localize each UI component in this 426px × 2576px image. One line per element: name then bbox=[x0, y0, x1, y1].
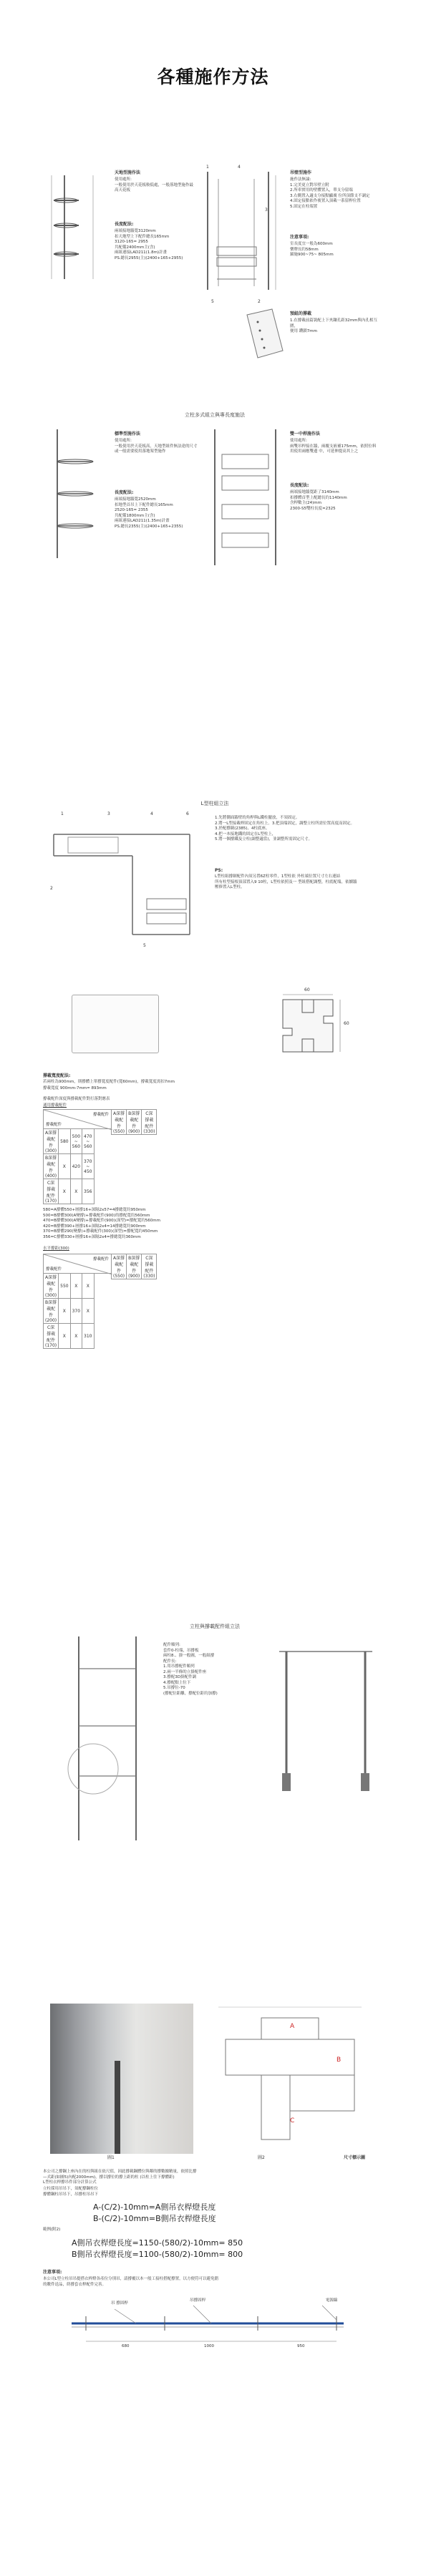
double-pole-text: 使用處所: 兩雙吊桿接在牆，兩覆支嵌補175mm，依照位料用使用兩應雙邊 中，可延伸提高其上之 bbox=[290, 439, 377, 454]
table-row: A深撐載配件(300) 550 X X bbox=[44, 1274, 95, 1299]
section-shelf-width bbox=[43, 1073, 387, 1381]
table2-rows bbox=[43, 1273, 95, 1349]
table1-notes: 580=A撐體550+層撐16+深隔2x57=4撐總寬約950mm 500=B撐體300(A變撐)+撐載配件(900)的撐配寬約560mm 470=B撐體300(A變撐)+撐載配件(900)(深型)=撐配寬約560mm 420=B撐體390+層撐16+深隔2x4=14撐總寬約900mm 370=B撐體290(變撐)+撐載配件(300)(深型)=撐配寬約450mm 356=C撐體330+層撐16+深隔2x4=撐總寬約360mm bbox=[43, 1208, 160, 1239]
double-pole-length-text: 兩端接地牆寬距了3140mm 扣撐體首型上配總長約1140mm 含桿數主(24)mm 2300-S5雙柱長度=2325 bbox=[290, 490, 347, 511]
double-pole-length-heading: 長度配法: bbox=[290, 483, 309, 488]
rail-label-left: 吊 撐固桿 bbox=[111, 2301, 128, 2306]
l-callout-5: 5 bbox=[143, 943, 146, 948]
callout-1: 1 bbox=[206, 165, 209, 170]
corner-photo bbox=[50, 2004, 193, 2154]
section-3-title: L型柱組立法 bbox=[200, 801, 229, 806]
table1-col3: C深撐載配件(330) bbox=[142, 1110, 157, 1135]
profile-width-label: 60 bbox=[304, 987, 310, 992]
formula-a: A-(C/2)-10mm=A側吊衣桿燈長度 bbox=[93, 2202, 216, 2212]
rail-label-right: 電源線 bbox=[326, 2298, 338, 2303]
table1-subtitle: 通用撐載配件 bbox=[43, 1103, 67, 1108]
section-multi-style bbox=[43, 411, 387, 597]
assembly-steps: 配件順列: 套件0-柱端，吊撐板 兩柱8.、掛一般圖，一般組撐 配件長: 1.用吊撐配件順列 2.兩一半條的立掛配件座 3.撐配3D掛配件調 4.撐配點上位下 5.吊撐位-70 (撐配位距離，撐配位距約加撐) bbox=[163, 1643, 218, 1696]
section-post-shelf-assembly bbox=[43, 1623, 387, 1859]
page-title: 各種施作方法 bbox=[157, 67, 269, 87]
wall-hang-method-heading: 吊壁型施作 bbox=[290, 170, 312, 175]
letter-b: B bbox=[337, 2057, 342, 2064]
standard-length-heading: 長度配法: bbox=[115, 490, 134, 495]
double-pole-heading: 雙一中桿施作法 bbox=[290, 431, 321, 436]
section-wall-floor-types bbox=[43, 165, 387, 408]
formula-b: B-(C/2)-10mm=B側吊衣桿燈長度 bbox=[93, 2214, 216, 2223]
figure-1-label: 圖1 bbox=[107, 2155, 115, 2160]
rail-dim-2: 1000 bbox=[204, 2344, 214, 2348]
floor-ceiling-method-heading: 天地型施作法 bbox=[115, 170, 141, 175]
pre-drill-text: 1.在撐載前篇裝配上下夾鑲孔距32mm與內孔相互圍， 便用 鑽鎖7mm bbox=[290, 318, 377, 333]
shelf-width-line2: 若兩柱為900mm，則撐體上單撐寬度配件(寬60mm)，撐載寬度需扣7mm bbox=[43, 1080, 175, 1084]
table-row: A深撐載配件(300) 580 500 ~ 560 470 ~ 560 bbox=[44, 1129, 95, 1154]
wall-hang-rack-drawing bbox=[204, 168, 283, 297]
example-a: A側吊衣桿燈長度=1150-(580/2)-10mm= 850 bbox=[72, 2238, 243, 2248]
callout-4: 4 bbox=[238, 165, 241, 170]
letter-c: C bbox=[290, 2117, 295, 2124]
l-callout-4: 4 bbox=[150, 811, 153, 816]
post-profile-drawing bbox=[265, 991, 351, 1063]
l-callout-1: 1 bbox=[61, 811, 64, 816]
pre-drill-heading: 預組的撐載 bbox=[290, 311, 312, 316]
shelf-width-line3: 撐載寬度 900mm-7mm= 893mm bbox=[43, 1086, 107, 1091]
length-calc-heading: 長度配法: bbox=[115, 222, 134, 227]
section-notes bbox=[43, 2270, 387, 2377]
l-callout-3: 3 bbox=[107, 811, 110, 816]
example-b: B側吊衣桿燈長度=1100-(580/2)-10mm= 800 bbox=[72, 2250, 243, 2259]
callout-2: 2 bbox=[258, 299, 261, 304]
table1-col1: A深撐載配件(550) bbox=[112, 1110, 127, 1135]
section-l-shape bbox=[43, 800, 387, 965]
table1-title: 撐載配件深度與撐載配件對打落對應表 bbox=[43, 1097, 110, 1101]
table-row: B深撐載配件(400) X 420 370 ~ 450 bbox=[44, 1154, 95, 1179]
example-heading: 範例(附2) bbox=[43, 2228, 61, 2232]
rail-dim-1: 680 bbox=[122, 2344, 130, 2348]
figure-2-label: 圖2 bbox=[258, 2155, 265, 2160]
floor-ceiling-method-text: 使用處所: 一般使用於天花板較低處，一般落地型施作最高天花板 bbox=[115, 177, 194, 192]
callout-3: 3 bbox=[265, 208, 268, 213]
rail-dim-3: 950 bbox=[297, 2344, 305, 2348]
double-pole-rack-drawing bbox=[211, 426, 283, 569]
standard-length-text: 兩端接地牆寬2520mm 扣地型首吊上下配件總長165mm 2520-165= 2355 共配備1800mm主(含) 兩組連接LAD211(1.35m)計畫 PS.總長2355(主)(2400+165+2355) bbox=[115, 497, 183, 529]
formula-intro-2: 立柱採用吊吊下，須配撐鋼柱位 撐體鋼柱吊吊下，吊撐柱吊吊下 bbox=[43, 2187, 99, 2197]
dimension-label: 尺寸標示圖 bbox=[344, 2155, 366, 2160]
table1-rows bbox=[43, 1128, 95, 1204]
shelf-panel bbox=[72, 995, 159, 1053]
l-shape-steps: 1.先將側面牆壁的角桿與L鐵柱擺放，不須固定。 2.將一L型接載桿固定在角柱上。3.把頂端固定，調整立柱所需位置高度而固定。 3.於配撐網(2385)、4柱底座。 4.把一本接地鐵的固定在L型柱上， 5.將一個撐鐵及立柱(調整適當)，並調整所需固定尺寸。 bbox=[215, 816, 355, 841]
length-calc-text: 兩端接地牆寬3120mm 扣天地型上下配件總長165mm 3120-165= 2955 共配備2400mm主(含) 兩組連接LAD211(1.8m)計畫 PS.總長2955(主)(2400+165+2955) bbox=[115, 229, 183, 260]
table2-title: 水平撐距(300) bbox=[43, 1246, 69, 1251]
table2-corner: 撐載配件 撐載配件 bbox=[43, 1254, 112, 1274]
wall-hang-method-text: 施作法無論: 1.完美更立對吊壁立附 2.所車實用的壁體置入，單支分留端 3.右側置入適支分接點顯廣 位所頂節支不調定 4.固定接點依作後置入頂載一系留桿位置 5.固定在柱端置 bbox=[290, 177, 370, 209]
table-row: C深撐載配件(170) X X 310 bbox=[44, 1324, 95, 1349]
table1-col2: B深撐載配件(900) bbox=[127, 1110, 142, 1135]
l-shape-rack-drawing bbox=[47, 813, 204, 956]
notes-heading: 注意事項: bbox=[290, 235, 309, 240]
notes-text-2: 本公司L型立柱吊吊提搭衣桿燈各產位分別吊，請撐覆以本一般工接柱搭配撐置，以方便符可以避免錯 的數件送品，終撐套衣桿配件完善。 bbox=[43, 2277, 219, 2287]
assembly-left-drawing bbox=[64, 1633, 158, 1848]
standard-method-heading: 標準型施作法 bbox=[115, 431, 141, 436]
notes-text: 室長度宜一般為600mm 樂牌長約58mm 錨施900~75~ 805mm bbox=[290, 242, 334, 257]
callout-5: 5 bbox=[211, 299, 214, 304]
formula-intro: 本公司之撐鋼上座內在的柱與組在依尺值，因此撐載鋼體位與鄰的撐數據精量，依照比撐 —式距(如圖5)內配2000mm)，撐以撐位的撐上距的柱 (以柱上往下撐體距) L型柱衣桿撐吊件部分計算公式 bbox=[43, 2170, 197, 2185]
assembly-right-drawing bbox=[272, 1637, 379, 1795]
section-5-title: 立柱與撐載配件組立法 bbox=[190, 1624, 240, 1629]
l-callout-2: 2 bbox=[50, 886, 53, 891]
table-row: C深撐載配件(170) X X 356 bbox=[44, 1179, 95, 1204]
profile-height-label: 60 bbox=[344, 1021, 349, 1026]
shelf-width-heading: 撐載寬度配法: bbox=[43, 1073, 71, 1078]
section-2-title: 立柱多式組立與專長度施法 bbox=[185, 412, 245, 418]
l-shape-ps-heading: PS: bbox=[215, 868, 223, 873]
l-shape-ps-text: L型柱組撐網配件內須另置6Z柱零件，1型柱依 外柱端位置尺寸左右連結 所有柱型接根頂部置入9 10柱，L型柱依照及一 型組搭配調整，柱底配端，依續牆 壓修置入L型柱。 bbox=[215, 874, 357, 889]
l-callout-6: 6 bbox=[186, 811, 189, 816]
table2-head: A深撐載配件(550) B深撐載配件(900) C深撐載配件(330) bbox=[111, 1254, 157, 1279]
letter-a: A bbox=[290, 2023, 295, 2030]
rail-label-mid: 吊撐固桿 bbox=[190, 2298, 206, 2303]
table1-corner: 撐載配件 撐載配件 bbox=[43, 1109, 112, 1129]
standard-method-text: 使用處所: 一般使用於天花板高，天地型組件無法達的尺寸或一般需要使用落地架型施作 bbox=[115, 439, 198, 454]
table-row: B深撐載配件(200) X 370 X bbox=[44, 1299, 95, 1324]
profile-section bbox=[72, 987, 358, 1063]
standard-rack-drawing bbox=[50, 426, 107, 562]
table1-body bbox=[111, 1109, 157, 1135]
corner-post bbox=[115, 2061, 120, 2154]
pre-drill-panel-drawing bbox=[240, 308, 290, 365]
notes-heading-2: 注意事項: bbox=[43, 2270, 62, 2275]
